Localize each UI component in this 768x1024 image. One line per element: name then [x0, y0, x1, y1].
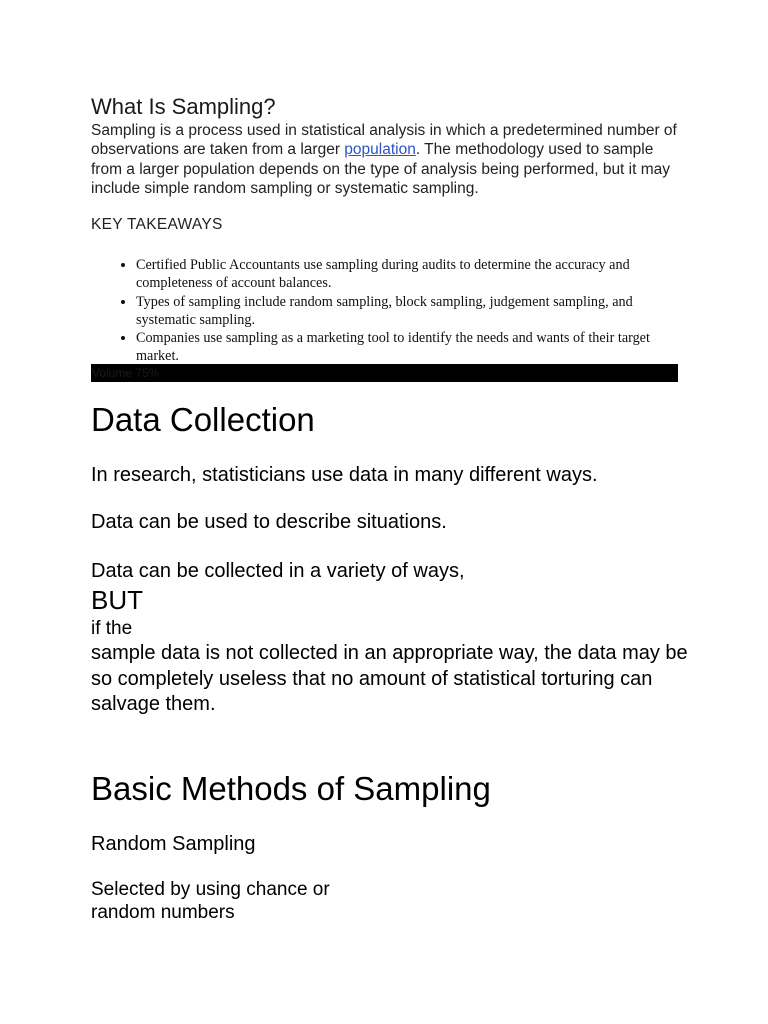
data-warning-paragraph: sample data is not collected in an appropriate way, the data may be so completely useless that no amount of statistical torturing can salvage them. [91, 642, 688, 715]
data-line-1: In research, statisticians use data in many different ways. [91, 464, 598, 486]
list-item: • Types of sampling include random sampling, block sampling, judgement sampling, and systematic sampling. [136, 293, 696, 330]
volume-label: Volume 75% [92, 366, 160, 380]
intro-paragraph [91, 121, 681, 198]
volume-bar[interactable] [91, 364, 678, 382]
data-line-3: Data can be collected in a variety of ways, [91, 560, 465, 582]
paragraph-text-start: Sampling is a process used in statistical analysis in which a predetermined number of observations are taken from a larger [91, 122, 677, 159]
method-description-line-2: random numbers [91, 902, 235, 923]
key-takeaways-heading: KEY TAKEAWAYS [91, 216, 223, 233]
method-description-line-1: Selected by using chance or [91, 879, 330, 900]
paragraph-text-end: . The methodology used to sample from a larger population depends on the type of analysis being performed, but it may include simple random sampling or systematic sampling. [91, 141, 671, 197]
method-random-sampling: Random Sampling [91, 833, 256, 855]
if-the-text: if the [91, 618, 133, 639]
heading-basic-methods: Basic Methods of Sampling [91, 770, 491, 807]
key-takeaways-list [112, 256, 696, 366]
but-text: BUT [91, 585, 143, 615]
heading-data-collection: Data Collection [91, 401, 315, 438]
section-title-what-is-sampling: What Is Sampling? [91, 94, 276, 119]
population-link[interactable]: population [344, 141, 416, 159]
list-item: • Companies use sampling as a marketing tool to identify the needs and wants of their target market. [136, 329, 696, 366]
list-item: • Certified Public Accountants use sampling during audits to determine the accuracy and completeness of account balances. [136, 256, 696, 293]
data-line-2: Data can be used to describe situations. [91, 511, 447, 533]
